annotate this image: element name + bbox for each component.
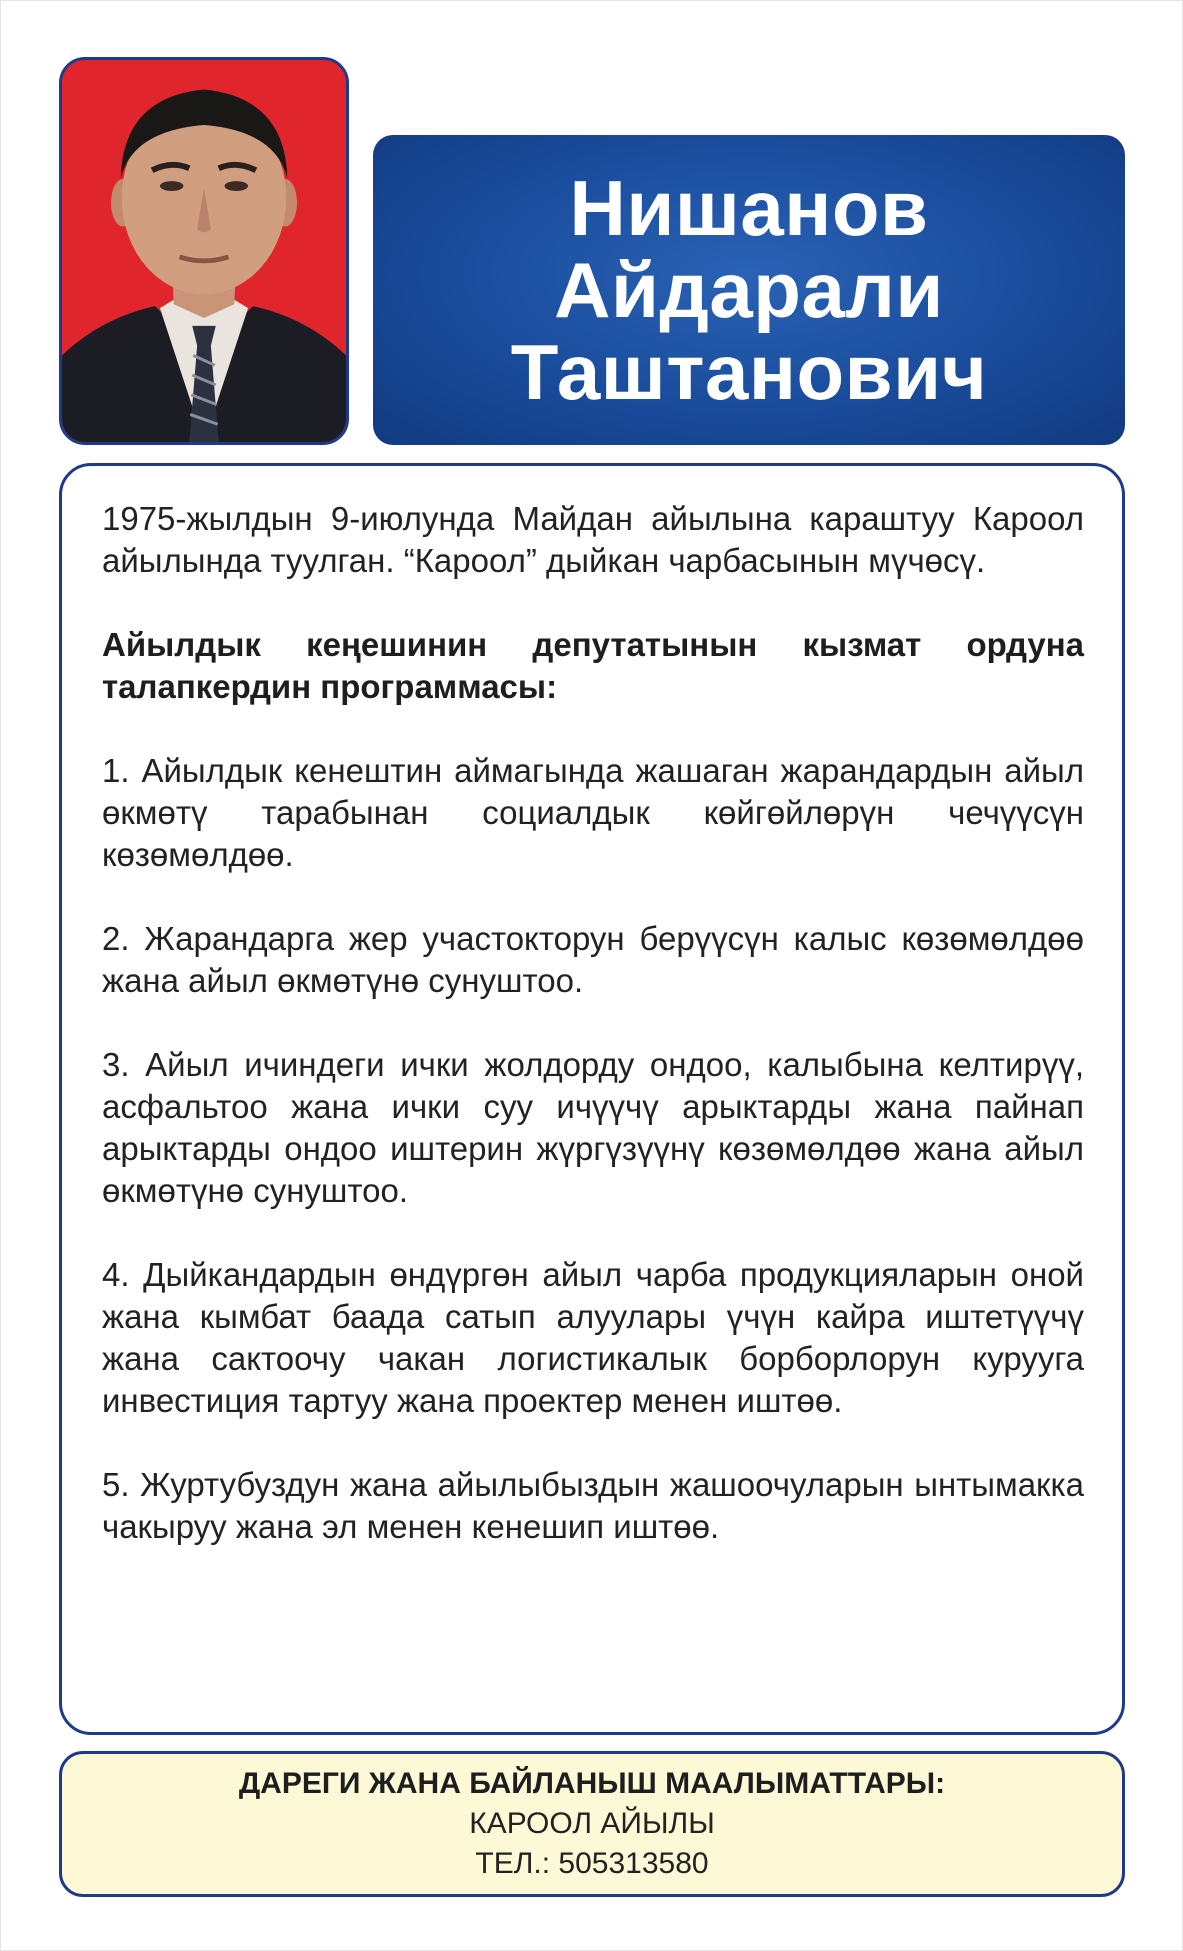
portrait-photo-icon [62, 60, 346, 442]
contact-section [59, 1751, 1125, 1897]
contact-title: ДАРЕГИ ЖАНА БАЙЛАНЫШ МААЛЫМАТТАРЫ: [238, 1767, 946, 1800]
program-item-1: 1. Айылдык кенештин аймагында жашаган жарандардын айыл өкмөтү тарабынан социалдык көйгөйлөрүн чечүүсүн көзөмөлдөө. [102, 752, 1084, 873]
program-item-3: 3. Айыл ичиндеги ички жолдорду ондоо, калыбына келтирүү, асфальтоо жана ички суу ичүүчү арыктарды жана пайнап арыктарды ондоо иштерин жүргүзүүнү көзөмөлдөө жана айыл өкмөтүнө сунуштоо. [102, 1046, 1084, 1209]
program-heading: Айылдык кеңешинин депутатынын кызмат ордуна талапкердин программасы: [102, 626, 1084, 705]
program-item-2: 2. Жарандарга жер участокторун берүүсүн калыс көзөмөлдөө жана айыл өкмөтүнө сунуштоо. [102, 920, 1084, 999]
candidate-photo [59, 57, 349, 445]
program-item-4: 4. Дыйкандардын өндүргөн айыл чарба продукцияларын оной жана кымбат баада сатып алуулары үчүн кайра иштетүүчү жана сактоочу чакан логистикалык борборлорун курууга инвестиция тартуу жана проектер менен иштөө. [102, 1256, 1084, 1419]
contact-address: КАРООЛ АЙЫЛЫ [469, 1807, 715, 1840]
biography-intro: 1975-жылдын 9-июлунда Майдан айылына караштуу Кароол айылында туулган. “Кароол” дыйкан чарбасынын мүчөсү. [102, 500, 1084, 579]
program-item-5: 5. Журтубуздун жана айылыбыздын жашоочуларын ынтымакка чакыруу жана эл менен кенешип иштөө. [102, 1466, 1084, 1545]
biography-section [59, 463, 1125, 1735]
candidate-first-name: Айдарали [554, 246, 944, 334]
candidate-name-banner [373, 135, 1125, 445]
candidate-patronymic: Таштанович [510, 328, 988, 416]
candidate-surname: Нишанов [569, 164, 929, 252]
contact-phone: ТЕЛ.: 505313580 [475, 1847, 709, 1880]
